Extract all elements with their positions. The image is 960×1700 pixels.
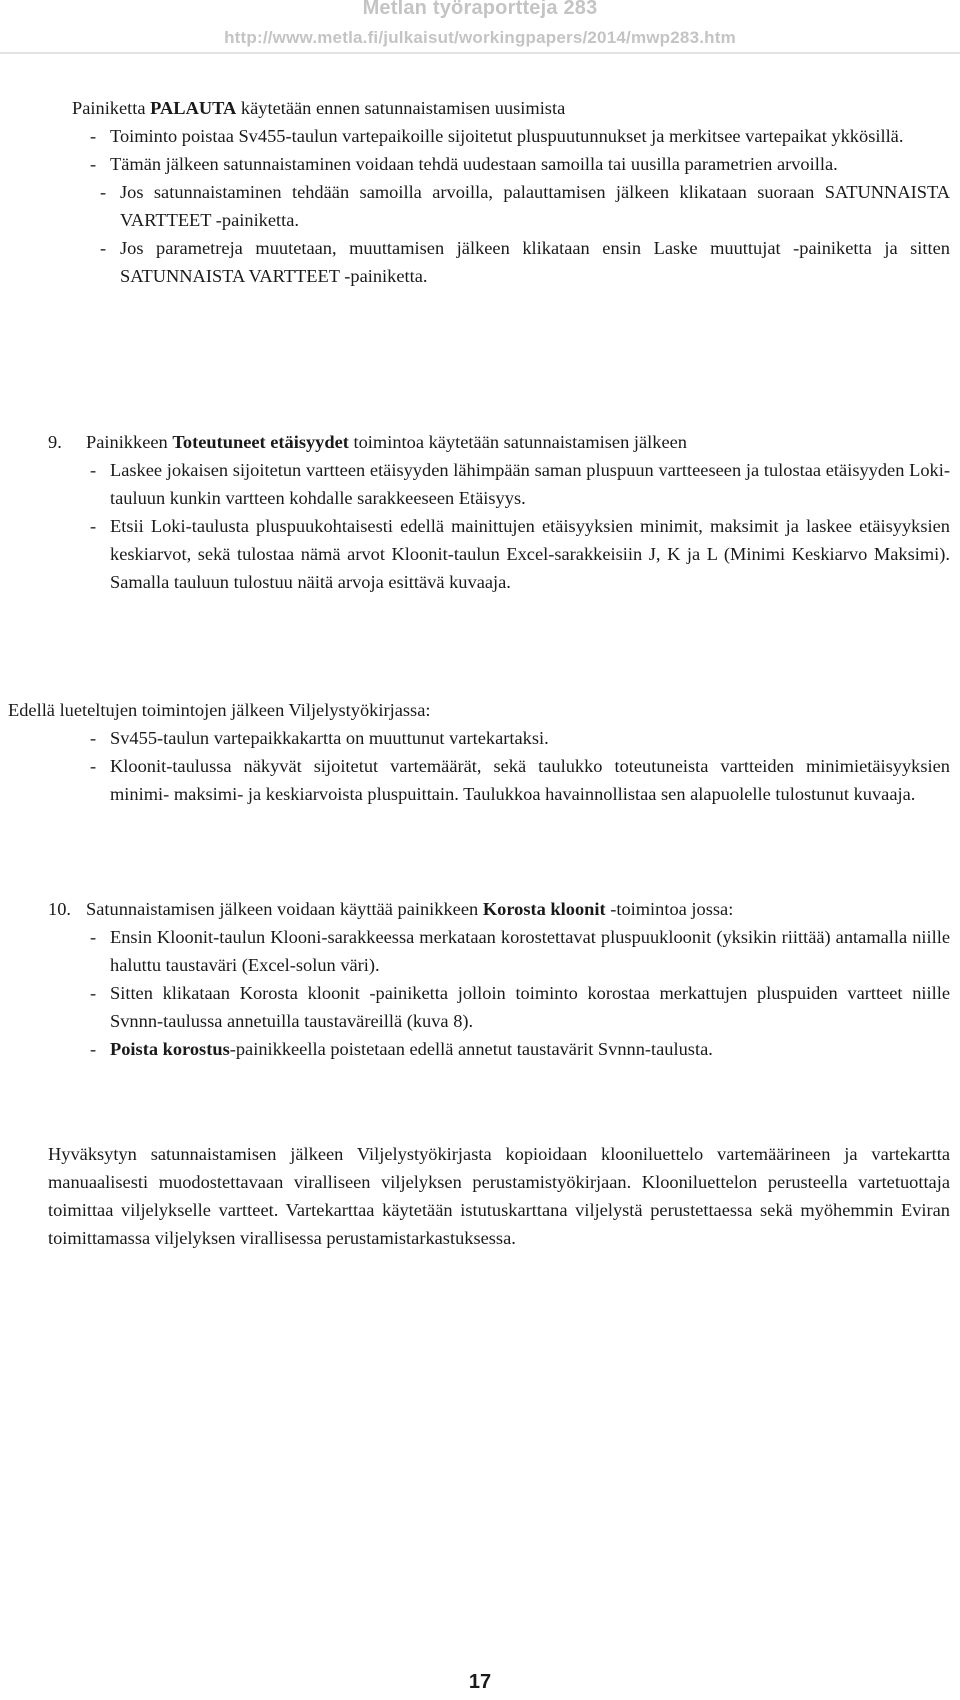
palauta-lead: Painiketta PALAUTA käytetään ennen satunnaistamisen uusimista <box>72 98 566 118</box>
after-section <box>8 696 950 808</box>
section-10-item-3: - Poista korostus-painikkeella poistetaan edellä annetut taustavärit Svnnn-taulusta. <box>82 1035 950 1063</box>
section-9-number: 9. <box>48 432 62 452</box>
section-9-item-2: - Etsii Loki-taulusta pluspuukohtaisesti edellä mainittujen etäisyyksien minimit, maksimit ja laskee etäisyyksien keskiarvot, sekä tulostaa nämä arvot Kloonit-taulun Excel-sarakkeisiin J, K ja L (Minimi Keskiarvo Maksimi). Samalla tauluun tulostuu näitä arvoja esittävä kuvaaja. <box>82 512 950 596</box>
closing-section <box>48 1140 950 1252</box>
palauta-item-2: - Tämän jälkeen satunnaistaminen voidaan tehdä uudestaan samoilla tai uusilla parametrien arvoilla. <box>82 150 950 178</box>
palauta-sub-2: - Jos parametreja muutetaan, muuttamisen jälkeen klikataan ensin Laske muuttujat -painiketta ja sitten SATUNNAISTA VARTTEET -painiketta. <box>92 234 950 290</box>
after-item-1: - Sv455-taulun vartepaikkakartta on muuttunut vartekartaksi. <box>82 724 950 752</box>
after-lead: Edellä lueteltujen toimintojen jälkeen Viljelystyökirjassa: <box>8 700 431 720</box>
section-10-item-3-bold: Poista korostus <box>110 1039 230 1059</box>
section-10 <box>48 895 950 1063</box>
closing-paragraph: Hyväksytyn satunnaistamisen jälkeen Viljelystyökirjasta kopioidaan klooniluettelo vartemäärineen ja vartekartta manuaalisesti muodostettavaan viralliseen viljelyksen perustamistyökirjaan. Klooniluettelon perusteella vartetuottaja toimittaa viljelykselle vartteet. Vartekarttaa käytetään istutuskarttana viljelystä perustettaessa sekä myöhemmin Eviran toimittamassa viljelyksen virallisessa perustamistarkastuksessa. <box>48 1144 950 1248</box>
section-9 <box>48 428 950 596</box>
section-9-bold: Toteutuneet etäisyydet <box>172 432 349 452</box>
palauta-bold: PALAUTA <box>150 98 237 118</box>
palauta-item-1: - Toiminto poistaa Sv455-taulun vartepaikoille sijoitetut pluspuutunnukset ja merkitsee vartepaikat ykkösillä. <box>82 122 950 150</box>
section-10-number: 10. <box>48 899 71 919</box>
section-10-item-2: - Sitten klikataan Korosta kloonit -painiketta jolloin toiminto korostaa merkattujen pluspuiden vartteet niille Svnnn-taulussa annetuilla taustaväreillä (kuva 8). <box>82 979 950 1035</box>
section-10-bold: Korosta kloonit <box>482 899 606 919</box>
palauta-sub-1: - Jos satunnaistaminen tehdään samoilla arvoilla, palauttamisen jälkeen klikataan suoraan SATUNNAISTA VARTTEET -painiketta. <box>92 178 950 234</box>
palauta-section <box>72 94 950 290</box>
after-item-2: - Kloonit-taulussa näkyvät sijoitetut vartemäärät, sekä taulukko toteutuneista vartteiden minimietäisyyksien minimi- maksimi- ja keskiarvoista pluspuittain. Taulukkoa havainnollistaa sen alapuolelle tulostunut kuvaaja. <box>82 752 950 808</box>
header-url[interactable]: http://www.metla.fi/julkaisut/workingpapers/2014/mwp283.htm <box>224 28 736 47</box>
section-9-item-1: - Laskee jokaisen sijoitetun vartteen etäisyyden lähimpään saman pluspuun vartteeseen ja tulostaa etäisyyden Loki-tauluun kunkin vartteen kohdalle sarakkeeseen Etäisyys. <box>82 456 950 512</box>
series-title: Metlan työraportteja 283 <box>362 0 598 19</box>
section-9-lead: Painikkeen Toteutuneet etäisyydet toimintoa käytetään satunnaistamisen jälkeen <box>86 432 687 452</box>
page-number: 17 <box>468 1671 492 1693</box>
header-rule <box>0 52 960 54</box>
section-10-item-1: - Ensin Kloonit-taulun Klooni-sarakkeessa merkataan korostettavat pluspuukloonit (yksikin riittää) antamalla niille haluttu taustaväri (Excel-solun väri). <box>82 923 950 979</box>
section-10-lead: Satunnaistamisen jälkeen voidaan käyttää painikkeen Korosta kloonit -toimintoa jossa: <box>86 899 734 919</box>
